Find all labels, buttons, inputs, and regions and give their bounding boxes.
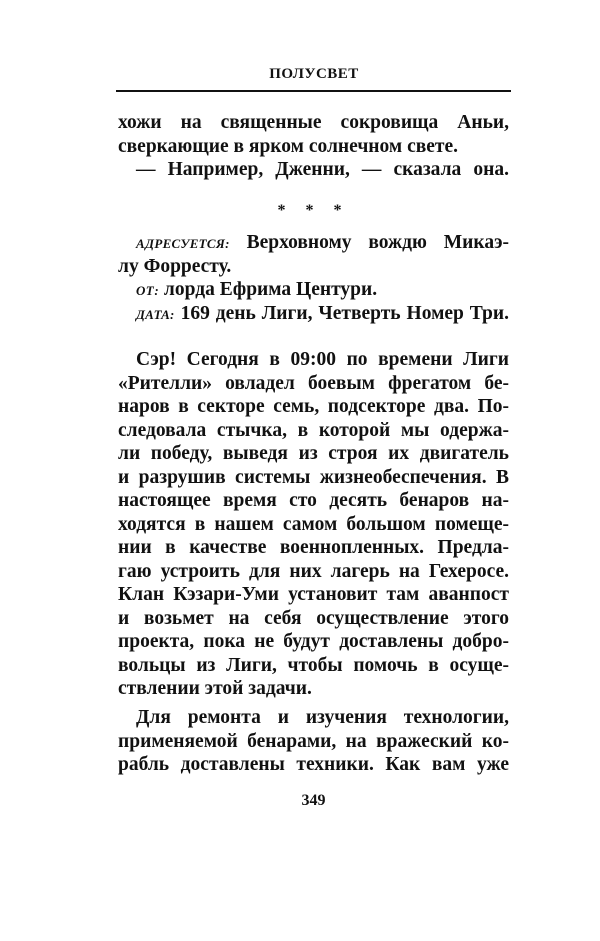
text-line: ствлении этой задачи.	[118, 678, 312, 699]
text-line: рабль доставлены техники. Как вам уже	[118, 754, 509, 775]
memo-header	[118, 231, 509, 325]
memo-date-value: 169 день Лиги, Четверть Номер Три.	[180, 302, 509, 324]
text-line: следовала стычка, в которой мы одержа-	[118, 419, 509, 441]
text-line: проекта, пока не будут доставлены добро-	[118, 631, 509, 652]
page-number: 349	[301, 792, 326, 809]
memo-from-value: лорда Ефрима Центури.	[163, 279, 378, 300]
text-line: — Например, Дженни, — сказала она.	[136, 159, 509, 180]
running-header: ПОЛУСВЕТ	[269, 66, 359, 82]
intro-text	[118, 111, 509, 182]
text-line: хожи на священные сокровища Аньи,	[118, 112, 509, 133]
paragraph-2	[118, 706, 509, 777]
text-line: ли победу, выведя из строя их двигатель	[118, 443, 509, 464]
section-separator: * * *	[277, 202, 350, 219]
text-line: Для ремонта и изучения технологии,	[136, 707, 509, 728]
text-line: настоящее время сто десять бенаров на-	[118, 490, 509, 511]
text-line: Клан Кэзари-Уми установит там аванпост	[118, 584, 509, 605]
text-line: «Рителли» овладел боевым фрегатом бе-	[118, 372, 509, 394]
text-line: Сэр! Сегодня в 09:00 по времени Лиги	[136, 349, 509, 370]
text-line: вольцы из Лиги, чтобы помочь в осуще-	[118, 654, 509, 676]
memo-to-value: Верховному вождю Микаэ-	[246, 232, 510, 253]
memo-from-label: ОТ:	[136, 283, 160, 298]
memo-date-label: ДАТА:	[136, 306, 175, 322]
memo-from-line	[118, 278, 509, 302]
text-line: и возьмет на себя осуществление этого	[118, 607, 509, 629]
text-line: сверкающие в ярком солнечном свете.	[118, 135, 459, 157]
text-line: ходятся в нашем самом большом помеще-	[118, 513, 509, 535]
header-rule	[116, 90, 511, 92]
memo-date-line	[118, 302, 509, 326]
text-line: лу Форресту.	[118, 255, 232, 277]
memo-to-line	[118, 231, 509, 255]
paragraph-1	[118, 348, 509, 701]
text-line: нии в качестве военнопленных. Предла-	[118, 537, 509, 558]
text-line: применяемой бенарами, на вражеский ко-	[118, 730, 509, 752]
memo-to-label: АДРЕСУЕТСЯ:	[136, 236, 230, 251]
text-line: и разрушив системы жизнеобеспечения. В	[118, 466, 509, 488]
text-line: гаю устроить для них лагерь на Гехеросе.	[118, 560, 509, 582]
text-line: наров в секторе семь, подсекторе два. По-	[118, 396, 509, 417]
